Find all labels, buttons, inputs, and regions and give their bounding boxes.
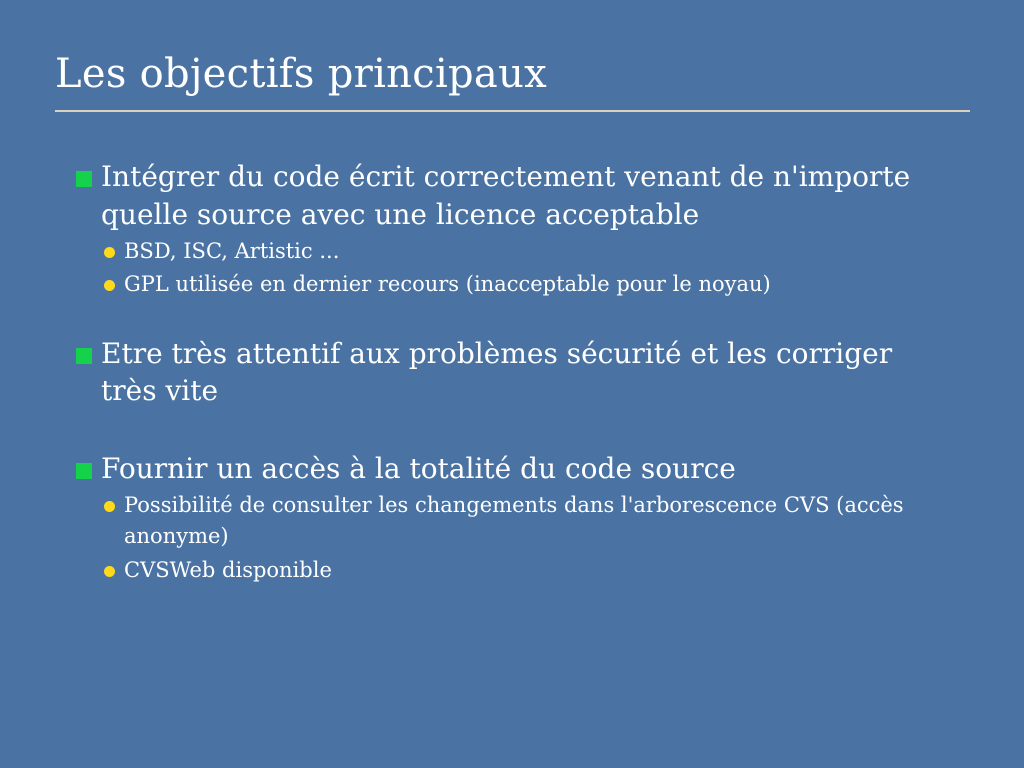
list-item <box>76 450 976 488</box>
list-item <box>76 335 976 411</box>
sub-bullet-text: GPL utilisée en dernier recours (inacceptable pour le noyau) <box>124 272 771 297</box>
list-item <box>104 490 976 553</box>
slide-title-block <box>55 52 970 112</box>
list-item <box>104 236 976 268</box>
square-bullet-icon <box>76 463 92 479</box>
dot-bullet-icon <box>104 566 115 577</box>
title-divider <box>55 110 970 112</box>
dot-bullet-icon <box>104 280 115 291</box>
list-item <box>76 158 976 234</box>
square-bullet-icon <box>76 171 92 187</box>
bullet-text: Fournir un accès à la totalité du code source <box>101 452 736 486</box>
square-bullet-icon <box>76 348 92 364</box>
sub-bullet-text: Possibilité de consulter les changements dans l'arborescence CVS (accès anonyme) <box>124 492 904 549</box>
bullet-text: Intégrer du code écrit correctement venant de n'importe quelle source avec une licence acceptable <box>101 160 911 231</box>
bullet-text: Etre très attentif aux problèmes sécurité et les corriger très vite <box>101 336 893 408</box>
bullet-group-2 <box>76 335 976 411</box>
slide-content <box>76 158 976 612</box>
page-title: Les objectifs principaux <box>55 51 548 97</box>
list-item <box>104 555 976 587</box>
bullet-group-1 <box>76 158 976 301</box>
sub-bullet-text: BSD, ISC, Artistic ... <box>124 238 340 263</box>
sub-bullet-text: CVSWeb disponible <box>124 557 332 582</box>
bullet-group-3 <box>76 450 976 586</box>
dot-bullet-icon <box>104 501 115 512</box>
list-item <box>104 269 976 301</box>
dot-bullet-icon <box>104 247 115 258</box>
